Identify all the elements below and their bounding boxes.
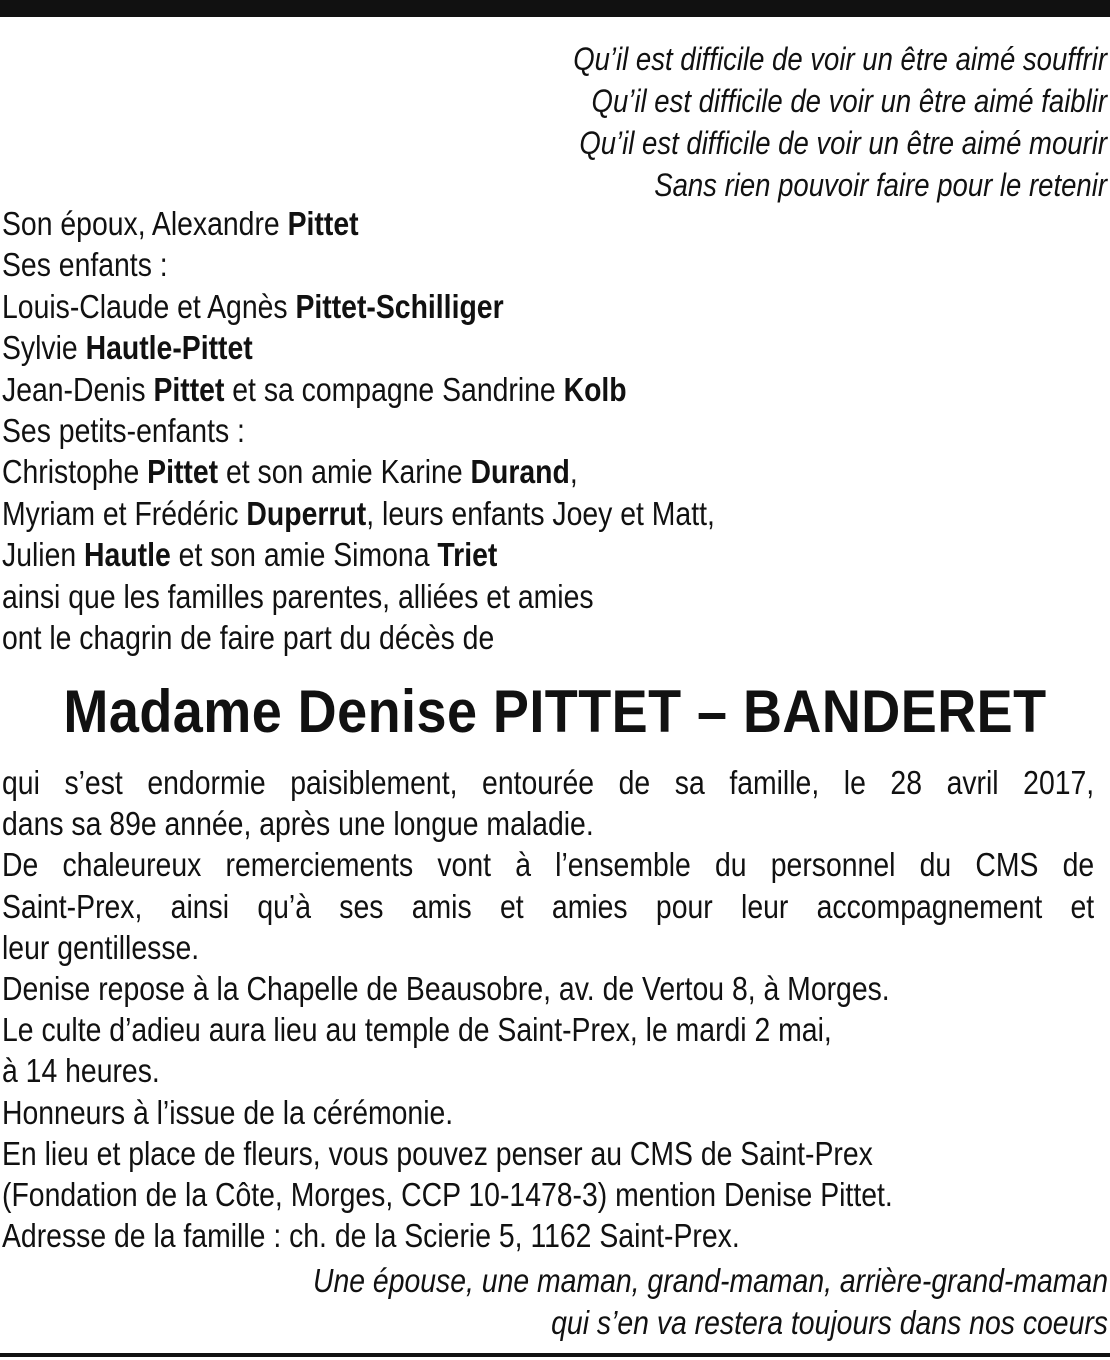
body-line: De chaleureux remerciements vont à l’ensemble du personnel du CMS de [2, 846, 1095, 884]
family-line: Louis-Claude et Agnès Pittet-Schilliger [2, 287, 504, 325]
body-line: Le culte d’adieu aura lieu au temple de Saint-Prex, le mardi 2 mai, [2, 1011, 832, 1049]
surname: Triet [437, 536, 498, 574]
family-line: ainsi que les familles parentes, alliées et amies [2, 577, 594, 615]
body-line: (Fondation de la Côte, Morges, CCP 10-1478-3) mention Denise Pittet. [2, 1176, 893, 1214]
body-line: Adresse de la famille : ch. de la Scierie 5, 1162 Saint-Prex. [2, 1217, 740, 1255]
family-line: Christophe Pittet et son amie Karine Durand, [2, 453, 578, 491]
family-line: Ses enfants : [2, 246, 168, 284]
family-line: Son époux, Alexandre Pittet [2, 205, 359, 242]
poem-line: Qu’il est difficile de voir un être aimé mourir [579, 125, 1107, 161]
surname: Hautle [84, 536, 171, 574]
body-line: à 14 heures. [2, 1052, 160, 1090]
family-announcement [2, 203, 991, 658]
family-line: ont le chagrin de faire part du décès de [2, 619, 495, 657]
family-line: Sylvie Hautle-Pittet [2, 329, 253, 367]
deceased-name: Madame Denise PITTET – BANDERET [63, 678, 1047, 745]
top-border-rule [0, 0, 1110, 17]
surname: Kolb [563, 370, 627, 408]
closing-line: Une épouse, une maman, grand-maman, arrière-grand-maman [312, 1262, 1108, 1299]
family-line: Julien Hautle et son amie Simona Triet [2, 536, 498, 574]
surname: Duperrut [246, 494, 367, 532]
body-line: qui s’est endormie paisiblement, entourée de sa famille, le 28 avril 2017, [2, 764, 1095, 801]
poem-line: Sans rien pouvoir faire pour le retenir [654, 167, 1107, 203]
closing-verse [76, 1260, 1108, 1344]
poem-line: Qu’il est difficile de voir un être aimé faiblir [591, 83, 1107, 119]
body-line: leur gentillesse. [2, 928, 200, 966]
opening-poem [247, 38, 1107, 206]
body-line: dans sa 89e année, après une longue maladie. [2, 805, 594, 843]
bottom-border-rule [0, 1353, 1110, 1357]
surname: Pittet [147, 453, 219, 491]
surname: Hautle-Pittet [85, 329, 253, 367]
poem-line: Qu’il est difficile de voir un être aimé souffrir [573, 41, 1107, 77]
surname: Pittet [153, 370, 225, 408]
family-line: Ses petits-enfants : [2, 412, 245, 450]
family-line: Jean-Denis Pittet et sa compagne Sandrine Kolb [2, 370, 627, 408]
surname: Durand [470, 453, 570, 491]
closing-line: qui s’en va restera toujours dans nos coeurs [551, 1304, 1108, 1341]
body-line: Denise repose à la Chapelle de Beausobre, av. de Vertou 8, à Morges. [2, 970, 890, 1008]
body-line: Saint-Prex, ainsi qu’à ses amis et amies pour leur accompagnement et [2, 887, 1095, 925]
body-line: En lieu et place de fleurs, vous pouvez penser au CMS de Saint-Prex [2, 1134, 873, 1172]
announcement-body [2, 762, 1094, 1256]
surname: Pittet-Schilliger [295, 287, 504, 325]
family-line: Myriam et Frédéric Duperrut, leurs enfants Joey et Matt, [2, 494, 715, 532]
surname: Pittet [287, 205, 359, 242]
body-line: Honneurs à l’issue de la cérémonie. [2, 1093, 454, 1131]
